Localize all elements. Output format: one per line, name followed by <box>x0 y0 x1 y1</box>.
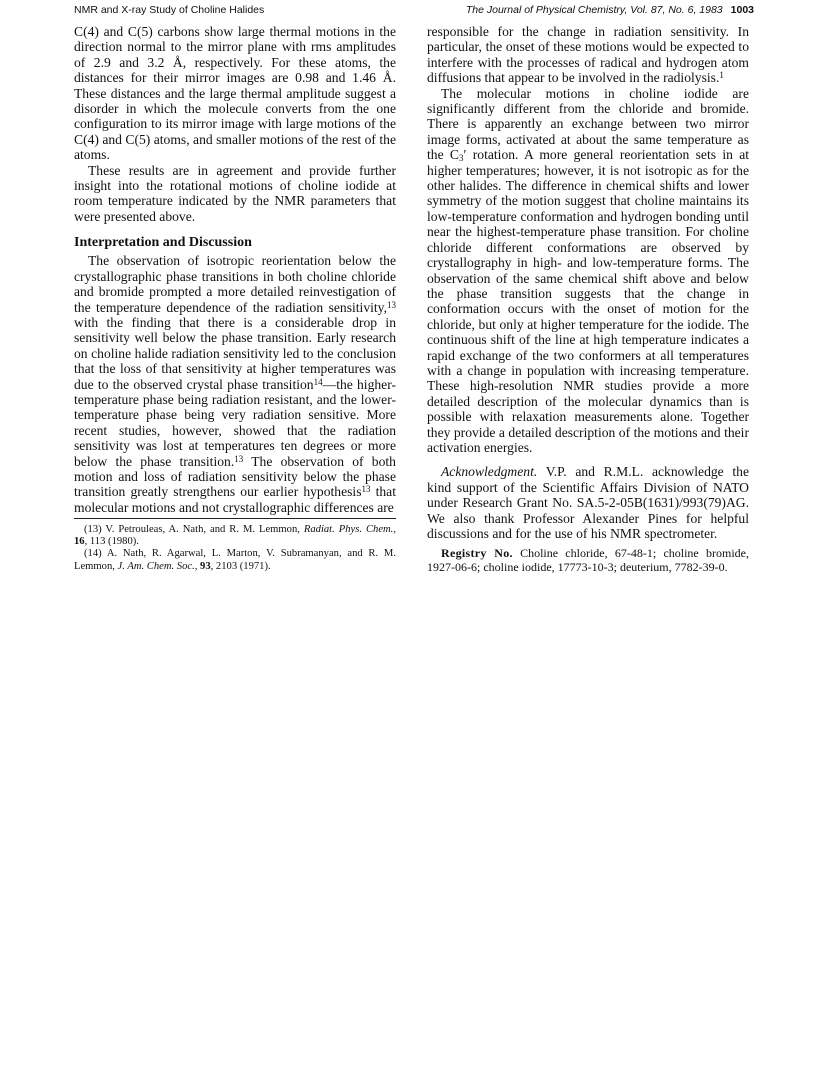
text-run: The molecular motions in choline iodide are significantly different from the chloride and bromide. There is apparently an exchange between two mirror image forms, activated at about the same temperature as the C <box>427 85 749 163</box>
footnote-14 <box>74 548 396 572</box>
footnotes <box>74 524 396 573</box>
citation-ref: 13 <box>387 299 396 310</box>
paragraph-isotropic-reorientation <box>74 253 396 515</box>
citation-ref: 13 <box>361 484 371 495</box>
left-column <box>74 24 396 515</box>
paragraph-radiation-sensitivity <box>427 24 749 86</box>
text-run: with the finding that there is a considerable drop in sensitivity well below the phase transition. Early research on choline halide radiation sensitivity led to the conclusion that the loss of that sensitivity at higher temperatures was due to the observed crystal phase transition <box>74 314 396 392</box>
text-run: (13) V. Petrouleas, A. Nath, and R. M. Lemmon, <box>84 524 304 535</box>
footnote-divider <box>74 518 396 519</box>
text-run: (14) A. Nath, R. Agarwal, L. Marton, V. Subramanyan, and R. M. Lemmon, <box>74 548 396 572</box>
footnote-13 <box>74 524 396 548</box>
text-run: —the higher-temperature phase being radiation resistant, and the lower-temperature phase being very radiation sensitive. More recent studies, however, showed that the radiation sensitivity was lost at temperatures ten degrees or more below the phase transition. <box>74 376 396 469</box>
registry-text: Choline chloride, 67-48-1; choline bromide, 1927-06-6; choline iodide, 17773-10-3; deuterium, 7782-39-0. <box>427 546 749 575</box>
paragraph-choline-iodide-motions <box>427 86 749 456</box>
volume-number: 16 <box>74 536 85 548</box>
journal-citation: The Journal of Physical Chemistry, Vol. 87, No. 6, 1983 <box>465 4 723 16</box>
right-column <box>427 24 749 575</box>
running-head-journal-info <box>466 4 754 16</box>
text-run: , 2103 (1971). <box>210 560 271 572</box>
section-heading: Interpretation and Discussion <box>74 235 252 251</box>
running-head <box>74 4 754 18</box>
text-run: The observation of isotropic reorientation below the crystallographic phase transitions in both choline chloride and bromide prompted a more detailed reinvestigation of the temperature dependence of the radiation sensitivity, <box>74 253 396 315</box>
text-run: ′ rotation. A more general reorientation sets in at higher temperatures; however, it is not isotropic as for the other halides. The difference in chemical shifts and lower symmetry of the motion suggest that choline maintains its low-temperature conformation and hydrogen bonding until near the highest-temperature phase transition. For choline chloride different conformations are observed by crystallography in high- and low-temperature forms. The observation of the same chemical shift above and below the phase transition suggests that the change in conformation occurs with the onset of motion for the chloride, but only at higher temperature for the iodide. The continuous shift of the line at high temperature indicates a rapid exchange of the two conformers at all temperatures with a change in population with increasing temperature. These high-resolution NMR studies provide a more detailed description of the molecular dynamics than is possible with relaxation measurements alone. Together they provide a detailed description of the motions and their activation energies. <box>427 147 750 455</box>
text-run: The observation of both motion and loss of radiation sensitivity below the phase transition greatly strengthens our earlier hypothesis <box>74 453 396 500</box>
text-run: responsible for the change in radiation sensitivity. In particular, the onset of these motions would be expected to interfere with the processes of radical and hydrogen atom diffusions that appear to be involved in the radiolysis. <box>427 24 749 86</box>
text-run: , <box>393 524 396 535</box>
registry-label: Registry No. <box>441 546 513 561</box>
running-head-title: NMR and X-ray Study of Choline Halides <box>74 4 265 16</box>
acknowledgment <box>427 464 749 541</box>
acknowledgment-label: Acknowledgment. <box>441 464 538 480</box>
text-run: that molecular motions and not crystallographic differences are <box>74 484 396 515</box>
paragraph-thermal-motions: C(4) and C(5) carbons show large thermal motions in the direction normal to the mirror plane with rms amplitudes of 2.9 and 3.2 Å, respectively. For these atoms, the distances for their mirror images are 0.98 and 1.46 Å. These distances and the large thermal amplitude suggest a disorder in which the molecule converts from the one configuration to its mirror image with large motions of the C(4) and C(5) atoms, and smaller motions of the rest of the atoms. <box>74 24 396 163</box>
volume-number: 93 <box>200 560 211 572</box>
acknowledgment-text: V.P. and R.M.L. acknowledge the kind support of the Scientific Affairs Division of NATO under Research Grant No. SA.5-2-05B(1631)/993(79)AG. We also thank Professor Alexander Pines for helpful discussions and for the use of his NMR spectrometer. <box>427 464 749 541</box>
page-number: 1003 <box>730 4 754 16</box>
citation-ref: 1 <box>719 70 724 81</box>
journal-name: J. Am. Chem. Soc. <box>117 560 195 572</box>
subscript: 3 <box>458 153 464 164</box>
citation-ref: 14 <box>313 376 323 387</box>
paragraph-nmr-agreement: These results are in agreement and provide further insight into the rotational motions of choline iodide at room temperature indicated by the NMR parameters that were presented above. <box>74 162 396 224</box>
citation-ref: 13 <box>234 453 244 464</box>
journal-name: Radiat. Phys. Chem. <box>303 524 394 535</box>
registry-numbers <box>427 547 749 575</box>
text-run: , <box>194 560 201 572</box>
text-run: , 113 (1980). <box>84 536 139 548</box>
